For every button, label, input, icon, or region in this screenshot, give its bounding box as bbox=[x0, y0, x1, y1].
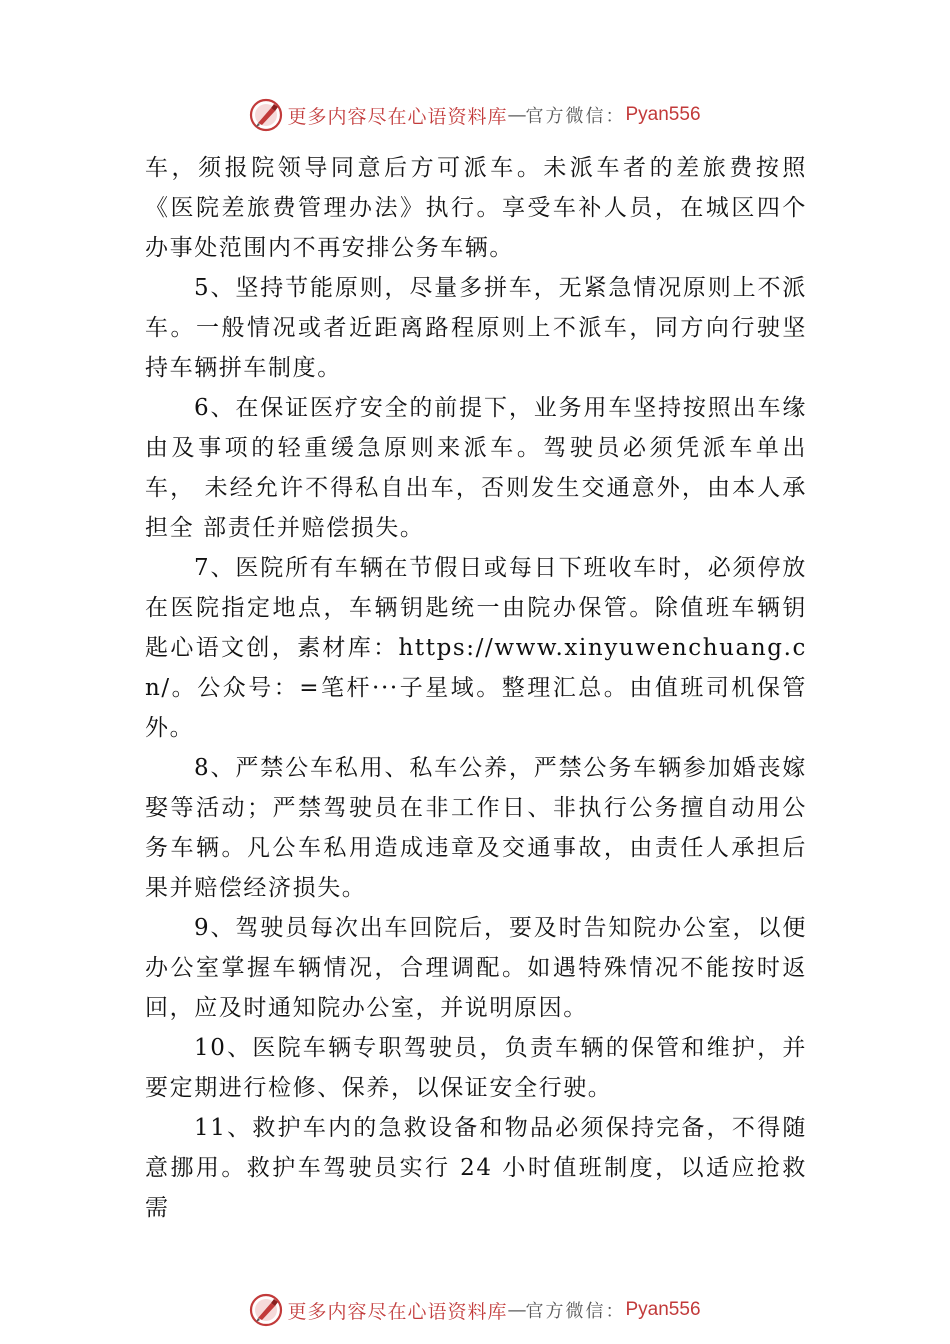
paragraph-item-5: 5、坚持节能原则，尽量多拼车，无紧急情况原则上不派车。一般情况或者近距离路程原则上不派车，同方向行驶坚持车辆拼车制度。 bbox=[145, 275, 807, 381]
banner-brand-text: 更多内容尽在心语资料库 bbox=[287, 105, 508, 128]
paragraph-item-6: 6、在保证医疗安全的前提下，业务用车坚持按照出车缘 由及事项的轻重缓急原则来派车。驾驶员必须凭派车单出车， 未经允许不得私自出车，否则发生交通意外，由本人承担全 部责任并赔偿损失。 bbox=[145, 395, 807, 541]
banner-dash: — bbox=[507, 104, 526, 126]
banner-wechat-id: Pyan556 bbox=[625, 104, 701, 125]
document-body bbox=[145, 148, 807, 1228]
header-banner bbox=[0, 95, 950, 135]
paragraph-item-8: 8、严禁公车私用、私车公养，严禁公务车辆参加婚丧嫁娶等活动；严禁驾驶员在非工作日、非执行公务擅自动用公务车辆。凡公车私用造成违章及交通事故，由责任人承担后果并赔偿经济损失。 bbox=[145, 755, 807, 901]
brand-logo-icon bbox=[249, 1293, 283, 1327]
paragraph-item-9: 9、驾驶员每次出车回院后，要及时告知院办公室，以便办公室掌握车辆情况，合理调配。如遇特殊情况不能按时返回，应及时通知院办公室，并说明原因。 bbox=[145, 915, 807, 1021]
banner-wechat-label: 官方微信： bbox=[525, 106, 626, 127]
paragraph-item-10: 10、医院车辆专职驾驶员，负责车辆的保管和维护，并要定期进行检修、保养，以保证安全行驶。 bbox=[145, 1035, 807, 1101]
footer-banner bbox=[0, 1290, 950, 1330]
paragraph-item-11: 11、救护车内的急救设备和物品必须保持完备，不得随意挪用。救护车驾驶员实行 24 小时值班制度，以适应抢救需 bbox=[145, 1115, 807, 1221]
footer-wechat-label: 官方微信： bbox=[525, 1301, 626, 1322]
brand-logo-icon bbox=[249, 98, 283, 132]
paragraph-continuation: 车，须报院领导同意后方可派车。未派车者的差旅费按照《医院差旅费管理办法》执行。享受车补人员，在城区四个办事处范围内不再安排公务车辆。 bbox=[145, 155, 807, 261]
footer-wechat-id: Pyan556 bbox=[625, 1299, 701, 1320]
paragraph-item-7: 7、医院所有车辆在节假日或每日下班收车时，必须停放在医院指定地点，车辆钥匙统一由院办保管。除值班车辆钥匙心语文创，素材库：https://www.xinyuwenchuang.cn/。公众号：=笔杆···子星域。整理汇总。由值班司机保管外。 bbox=[145, 555, 807, 741]
footer-dash: — bbox=[507, 1299, 526, 1321]
footer-brand-text: 更多内容尽在心语资料库 bbox=[287, 1300, 508, 1323]
